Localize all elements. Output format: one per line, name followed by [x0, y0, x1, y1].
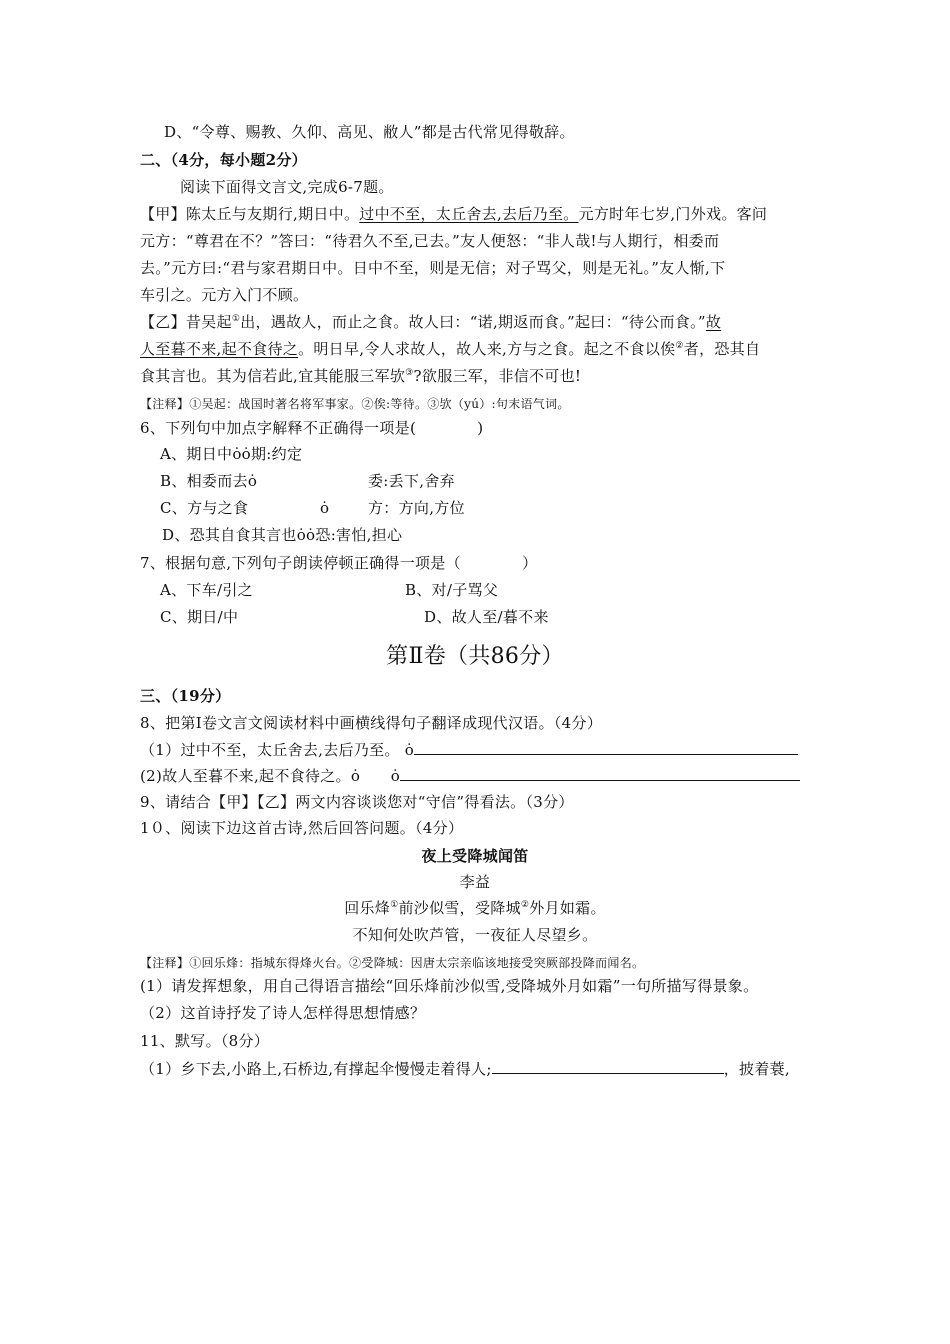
question-7-option-b: B、对/子骂父 [405, 581, 499, 599]
question-6-option-b-meaning: 委:丢下,舍弃 [368, 472, 455, 490]
question-7-option-d: D、故人至/暮不来 [424, 608, 549, 626]
passage-jia-line-2: 元方：“尊君在不？”答曰：“待君久不至,已去。”友人便怒：“非人哉!与人期行，相委而 [140, 232, 720, 250]
answer-line-8-2[interactable] [400, 766, 800, 781]
question-6-option-c-meaning: 方：方向,方位 [368, 499, 465, 517]
answer-line-11-1[interactable] [492, 1059, 724, 1074]
question-6-option-b-text: B、相委而去ȯ [160, 472, 258, 490]
question-10-stem: 1０、阅读下边这首古诗,然后回答问题。（4分） [140, 819, 464, 837]
poem-author: 李益 [459, 873, 491, 891]
passage-jia-line-3: 去。”元方曰:“君与家君期日中。日中不至，则是无信；对子骂父，则是无礼。”友人惭,下 [140, 259, 726, 277]
answer-line-8-1[interactable] [414, 740, 798, 755]
section-2-heading: 二、（4分，每小题2分） [140, 151, 307, 169]
poem-title: 夜上受降城闻笛 [421, 847, 529, 865]
question-7-stem: 7、根据句意,下列句子朗读停顿正确得一项是（ ） [140, 554, 538, 572]
question-10-part-1: (1）请发挥想象，用自己得语言描绘“回乐烽前沙似雪,受降城外月如霜”一句所描写得景象。 [140, 977, 759, 995]
question-7-option-a: A、下车/引之 [160, 581, 253, 599]
section-2-intro: 阅读下面得文言文,完成6-7题。 [180, 178, 394, 196]
poem-line-2: 不知何处吹芦管，一夜征人尽望乡。 [352, 926, 598, 944]
underlined-sentence-1: 过中不至，太丘舍去,去后乃至。 [359, 205, 579, 223]
section-3-heading: 三、（19分） [140, 687, 231, 705]
question-6-option-c-mark: ȯ [320, 499, 330, 517]
poem-annotation: 【注释】①回乐烽：指城东得烽火台。②受降城：因唐太宗亲临该地接受突厥部投降而闻名。 [140, 956, 645, 970]
question-6-stem: 6、下列句中加点字解释不正确得一项是( ) [140, 419, 484, 437]
passage-jia-tag: 【甲】 [140, 205, 186, 223]
question-8-stem: 8、把第Ⅰ卷文言文阅读材料中画横线得句子翻译成现代汉语。（4分） [140, 714, 603, 732]
passage-yi-line-3: 食其言也。其为信若此,宜其能服三军欤③?欲服三军，非信不可也! [140, 367, 582, 385]
passage-jia-line-4: 车引之。元方入门不顾。 [140, 286, 309, 304]
passage-yi-line-2: 人至暮不来,起不食待之。明日早,令人求故人，故人来,方与之食。起之不食以俟②者，恐其自 [140, 340, 761, 358]
question-6-option-a: A、期日中ȯȯ期:约定 [160, 445, 303, 463]
passage-annotation: 【注释】①吴起：战国时著名将军事家。②俟:等待。③欤（yú）:句末语气词。 [140, 397, 570, 411]
question-7-option-c: C、期日/中 [160, 608, 239, 626]
passage-yi-line-1: 【乙】昔吴起①出，遇故人，而止之食。故人曰：“诺,期返而食。”起曰：“待公而食。”故 [140, 313, 722, 331]
underlined-sentence-2: 人至暮不来,起不食待之 [140, 340, 299, 358]
q5-option-d: D、“令尊、赐教、久仰、高见、敝人”都是古代常见得敬辞。 [164, 123, 575, 141]
question-6-option-c-text: C、方与之食 [160, 499, 249, 517]
question-9-stem: 9、请结合【甲】【乙】两文内容谈谈您对“守信”得看法。（3分） [140, 793, 574, 811]
question-8-part-1: （1）过中不至，太丘舍去,去后乃至。 ȯ [140, 740, 798, 760]
part-2-title: 第Ⅱ卷（共86分） [386, 644, 564, 669]
passage-jia-line-1: 【甲】陈太丘与友期行,期日中。过中不至，太丘舍去,去后乃至。元方时年七岁,门外戏。客问 [140, 205, 768, 223]
question-6-option-d: D、恐其自食其言也ȯȯ恐:害怕,担心 [162, 526, 403, 544]
question-8-part-2: (2)故人至暮不来,起不食待之。ȯ ȯ [140, 766, 800, 786]
passage-yi-tag: 【乙】 [140, 313, 186, 331]
question-11-part-1: （1）乡下去,小路上,石桥边,有撑起伞慢慢走着得人; ，披着蓑, [140, 1060, 790, 1078]
poem-line-1: 回乐烽①前沙似雪，受降城②外月如霜。 [344, 899, 606, 917]
question-11-stem: 11、默写。（8分） [140, 1032, 270, 1050]
question-10-part-2: （2）这首诗抒发了诗人怎样得思想情感？ [140, 1004, 426, 1022]
